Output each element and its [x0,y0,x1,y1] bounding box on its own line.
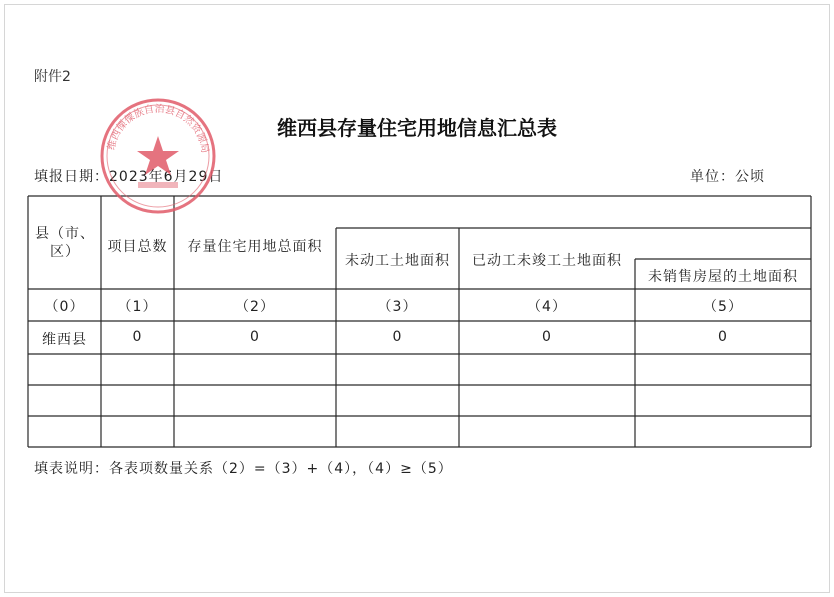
header-county-label: 县（市、区） [35,226,95,260]
attachment-label: 附件2 [34,69,71,85]
unit-label: 单位：公顷 [690,169,765,185]
table-row-unsold: 0 [718,329,728,345]
table-note: 填表说明：各表项数量关系（2）=（3）+（4），（4）≥（5） [34,461,453,477]
stamp-text: 维西傈僳族自治县自然资源局 [106,103,211,154]
header-started-unfinished: 已动工未竣工土地面积 [472,253,622,269]
table-row-total-area: 0 [250,329,260,345]
code-0: （0） [44,299,85,315]
fill-date-label: 填报日期： [34,169,109,185]
table-row-not-started: 0 [392,329,403,345]
code-3: （3） [377,299,418,315]
header-projects: 项目总数 [107,239,168,255]
code-1: （1） [117,299,158,315]
code-5: （5） [703,299,743,315]
table-row-county: 维西县 [42,332,87,348]
code-4: （4） [527,299,567,315]
code-2: （2） [235,299,275,315]
page-title: 维西县存量住宅用地信息汇总表 [277,116,557,140]
official-seal-stamp [98,96,218,216]
fill-date-value: 2023年6月29日 [109,169,224,185]
table-row-started-unfinished: 0 [542,329,552,345]
header-county [30,225,100,261]
header-not-started: 未动工土地面积 [345,253,450,269]
table-row-projects: 0 [132,329,143,345]
header-unsold: 未销售房屋的土地面积 [648,269,798,285]
header-total-area: 存量住宅用地总面积 [187,239,323,255]
